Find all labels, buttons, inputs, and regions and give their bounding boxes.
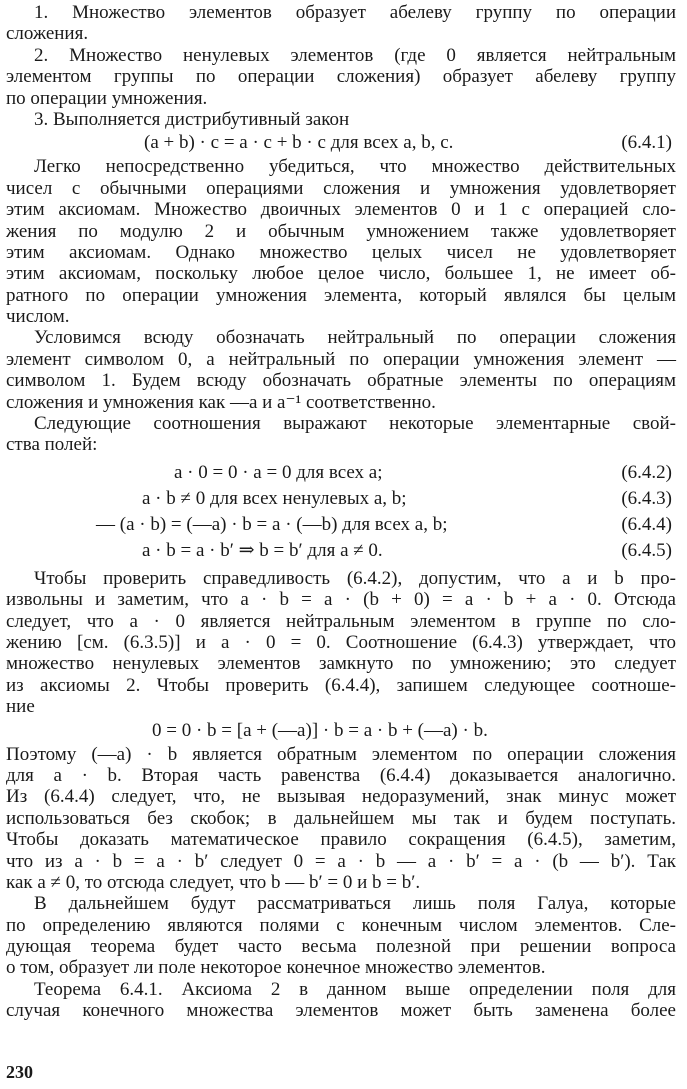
text-line: ние bbox=[6, 696, 35, 718]
equation-number: (6.4.1) bbox=[621, 132, 672, 154]
text-line: этим аксиомам, поскольку любое целое число, большее 1, не имеет об- bbox=[6, 263, 676, 285]
text-line: для a · b. Вторая часть равенства (6.4.4) доказывается аналогично. bbox=[6, 764, 676, 786]
page-number: 230 bbox=[6, 1062, 33, 1082]
text-line: Легко непосредственно убедиться, что множество действительных bbox=[34, 156, 676, 178]
equation-6-4-4 bbox=[6, 512, 676, 538]
text-line: по определению являются полями с конечным числом элементов. Сле- bbox=[6, 914, 676, 936]
text-line: чисел с обычными операциями сложения и умножения удовлетворяет bbox=[6, 177, 676, 199]
text-line: Условимся всюду обозначать нейтральный по операции сложения bbox=[34, 327, 676, 349]
equation-unnumbered bbox=[6, 718, 676, 744]
text-line: символом 1. Будем всюду обозначать обратные элементы по операциям bbox=[6, 370, 676, 392]
text-line: ратного по операции умножения элемента, который являлся бы целым bbox=[6, 284, 676, 306]
text-line: Теорема 6.4.1. Аксиома 2 в данном выше определении поля для bbox=[34, 978, 676, 1000]
text-line: этим аксиомам. Однако множество целых чисел не удовлетворяет bbox=[6, 241, 676, 263]
text-line: по операции умножения. bbox=[6, 87, 208, 109]
text-line: этим аксиомам. Множество двоичных элементов 0 и 1 с операцией сло- bbox=[6, 199, 676, 221]
text-line: извольны и заметим, что a · b = a · (b + 0) = a · b + a · 0. Отсюда bbox=[6, 589, 676, 611]
text-line: что из a · b = a · b′ следует 0 = a · b — a · b′ = a · (b — b′). Так bbox=[6, 850, 676, 872]
equation-body: a · b ≠ 0 для всех ненулевых a, b; bbox=[142, 487, 407, 509]
text-line: элементом группы по операции сложения) образует абелеву группу bbox=[6, 66, 676, 88]
equation-number: (6.4.4) bbox=[621, 513, 672, 535]
equation-6-4-1 bbox=[6, 130, 676, 156]
text-line: В дальнейшем будут рассматриваться лишь поля Галуа, которые bbox=[34, 893, 676, 915]
text-line: следует, что a · 0 является нейтральным элементом в группе по сло- bbox=[6, 610, 676, 632]
text-line: 3. Выполняется дистрибутивный закон bbox=[34, 108, 350, 130]
text-line: Чтобы доказать математическое правило сокращения (6.4.5), заметим, bbox=[6, 829, 676, 851]
text-line: 1. Множество элементов образует абелеву группу по операции bbox=[34, 2, 676, 23]
equation-number: (6.4.2) bbox=[621, 461, 672, 483]
text-line: жению [см. (6.3.5)] и a · 0 = 0. Соотношение (6.4.3) утверждает, что bbox=[6, 631, 676, 653]
text-line: сложения и умножения как —a и a⁻¹ соответственно. bbox=[6, 391, 436, 413]
equation-number: (6.4.3) bbox=[621, 487, 672, 509]
text-line: сложения. bbox=[6, 23, 89, 45]
text-line: как a ≠ 0, то отсюда следует, что b — b′ = 0 и b = b′. bbox=[6, 871, 421, 893]
text-line: 2. Множество ненулевых элементов (где 0 является нейтральным bbox=[34, 44, 676, 66]
text-line: числом. bbox=[6, 306, 70, 328]
equation-number: (6.4.5) bbox=[621, 539, 672, 561]
equation-body: — (a · b) = (—a) · b = a · (—b) для всех a, b; bbox=[96, 513, 448, 535]
equation-6-4-5 bbox=[6, 538, 676, 564]
text-line: жения по модулю 2 и обычным умножением также удовлетворяет bbox=[6, 220, 676, 242]
text-line: из аксиомы 2. Чтобы проверить (6.4.4), запишем следующее соотноше- bbox=[6, 674, 676, 696]
equation-6-4-3 bbox=[6, 486, 676, 512]
equation-body: (a + b) · c = a · c + b · c для всех a, b, c. bbox=[144, 132, 454, 154]
text-line: использоваться без скобок; в дальнейшем мы так и будем поступать. bbox=[6, 807, 676, 829]
text-line: множество ненулевых элементов замкнуто по умножению; это следует bbox=[6, 653, 676, 675]
text-line: о том, образует ли поле некоторое конечное множество элементов. bbox=[6, 957, 546, 979]
equation-body: 0 = 0 · b = [a + (—a)] · b = a · b + (—a) · b. bbox=[152, 719, 488, 741]
text-line: Из (6.4.4) следует, что, не вызывая недоразумений, знак минус может bbox=[6, 786, 676, 808]
equation-6-4-2 bbox=[6, 460, 676, 486]
text-line: Поэтому (—a) · b является обратным элементом по операции сложения bbox=[6, 743, 676, 765]
text-line: элемент символом 0, а нейтральный по операции умножения элемент — bbox=[6, 348, 676, 370]
text-line: Чтобы проверить справедливость (6.4.2), допустим, что a и b про- bbox=[34, 567, 676, 589]
text-line: ства полей: bbox=[6, 434, 98, 456]
text-line: случая конечного множества элементов может быть заменена более bbox=[6, 1000, 676, 1022]
text-line: Следующие соотношения выражают некоторые элементарные свой- bbox=[34, 413, 676, 435]
equation-body: a · 0 = 0 · a = 0 для всех a; bbox=[174, 461, 383, 483]
text-line: дующая теорема будет часто весьма полезной при решении вопроса bbox=[6, 936, 676, 958]
page-text bbox=[6, 2, 676, 1022]
equation-body: a · b = a · b′ ⇒ b = b′ для a ≠ 0. bbox=[142, 539, 383, 561]
